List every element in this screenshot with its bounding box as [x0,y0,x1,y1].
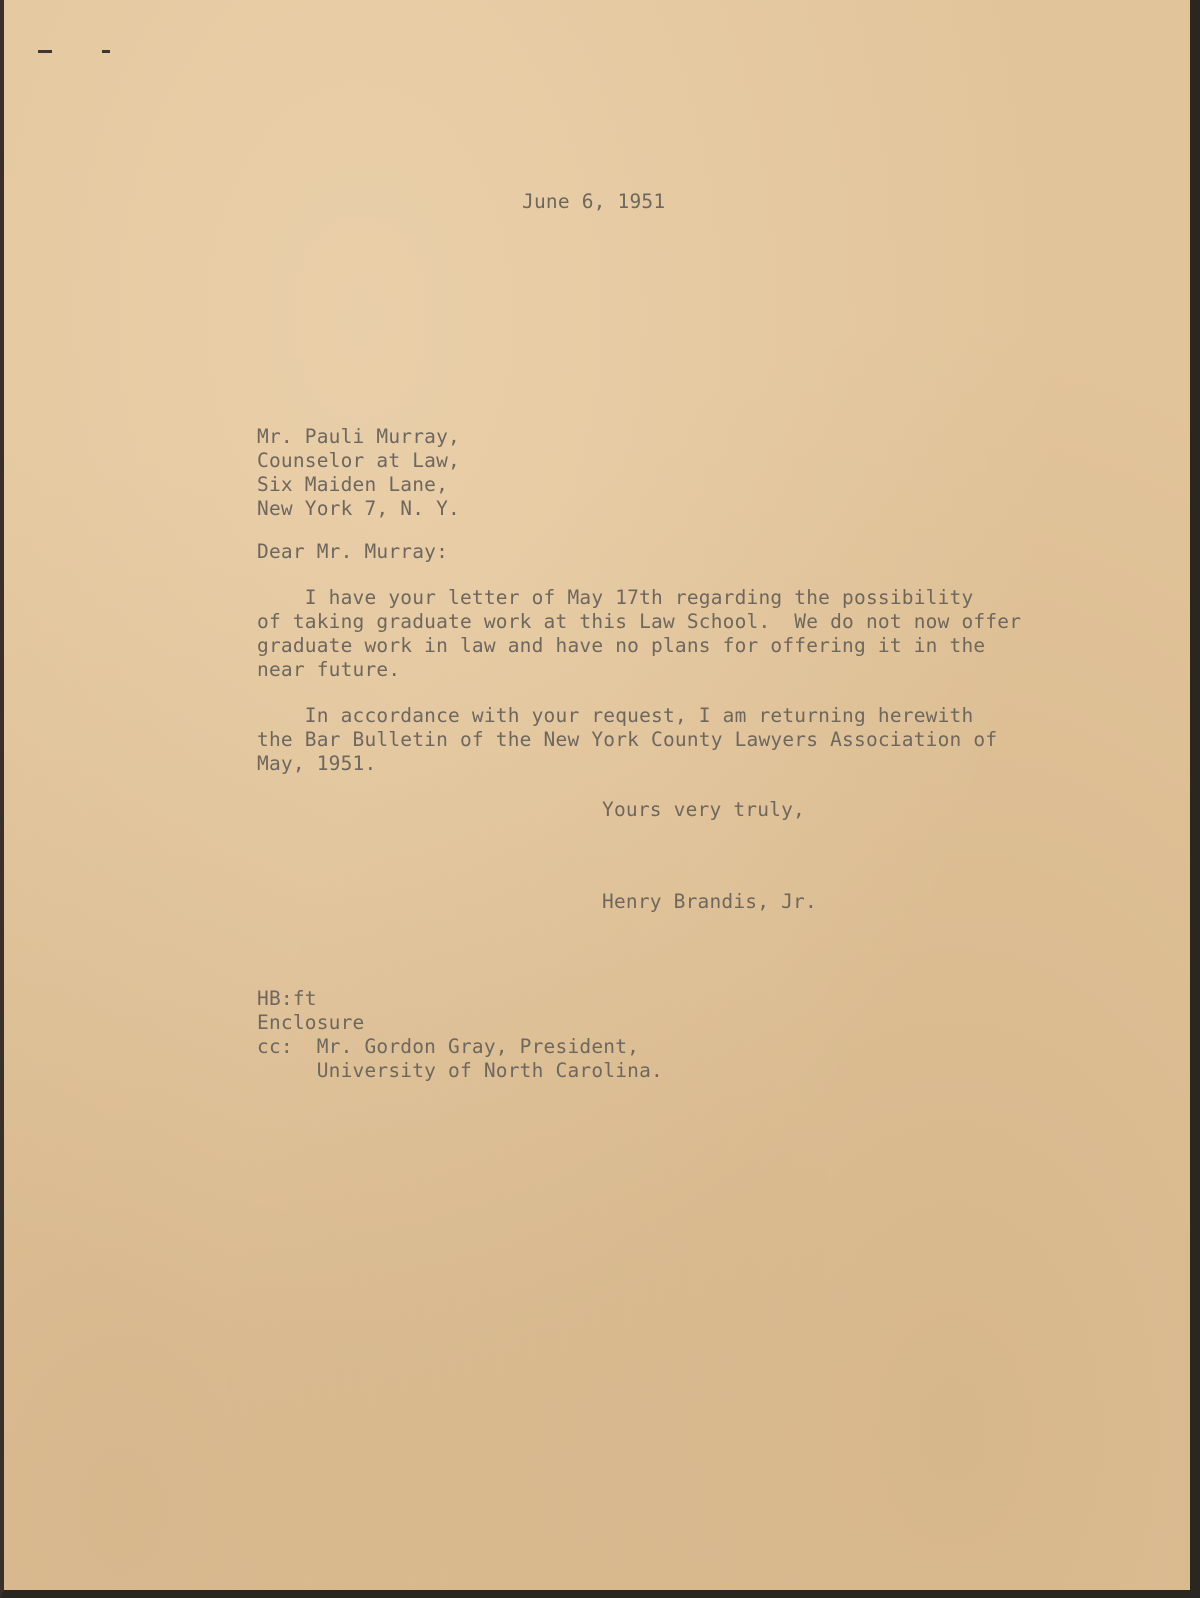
corner-mark-right [102,50,110,53]
paragraph-line: In accordance with your request, I am returning herewith [257,704,974,727]
paragraph-line: May, 1951. [257,752,377,775]
address-line: Six Maiden Lane, [257,473,449,496]
letter-date: June 6, 1951 [522,190,666,213]
address-line: Mr. Pauli Murray, [257,425,460,448]
corner-mark-left [38,50,52,53]
signer-name: Henry Brandis, Jr. [602,890,817,913]
paragraph-line: graduate work in law and have no plans for offering it in the [257,634,986,657]
paragraph-line: the Bar Bulletin of the New York County Lawyers Association of [257,728,998,751]
reference-line: HB:ft [257,987,317,1010]
paragraph-line: near future. [257,658,401,681]
reference-line: Enclosure [257,1011,365,1034]
closing: Yours very truly, [602,798,805,821]
reference-line: cc: Mr. Gordon Gray, President, [257,1035,640,1058]
reference-line: University of North Carolina. [257,1059,663,1082]
address-line: Counselor at Law, [257,449,460,472]
salutation: Dear Mr. Murray: [257,540,449,563]
paragraph-line: of taking graduate work at this Law School. We do not now offer [257,610,1022,633]
address-line: New York 7, N. Y. [257,497,460,520]
paragraph-line: I have your letter of May 17th regarding the possibility [257,586,974,609]
